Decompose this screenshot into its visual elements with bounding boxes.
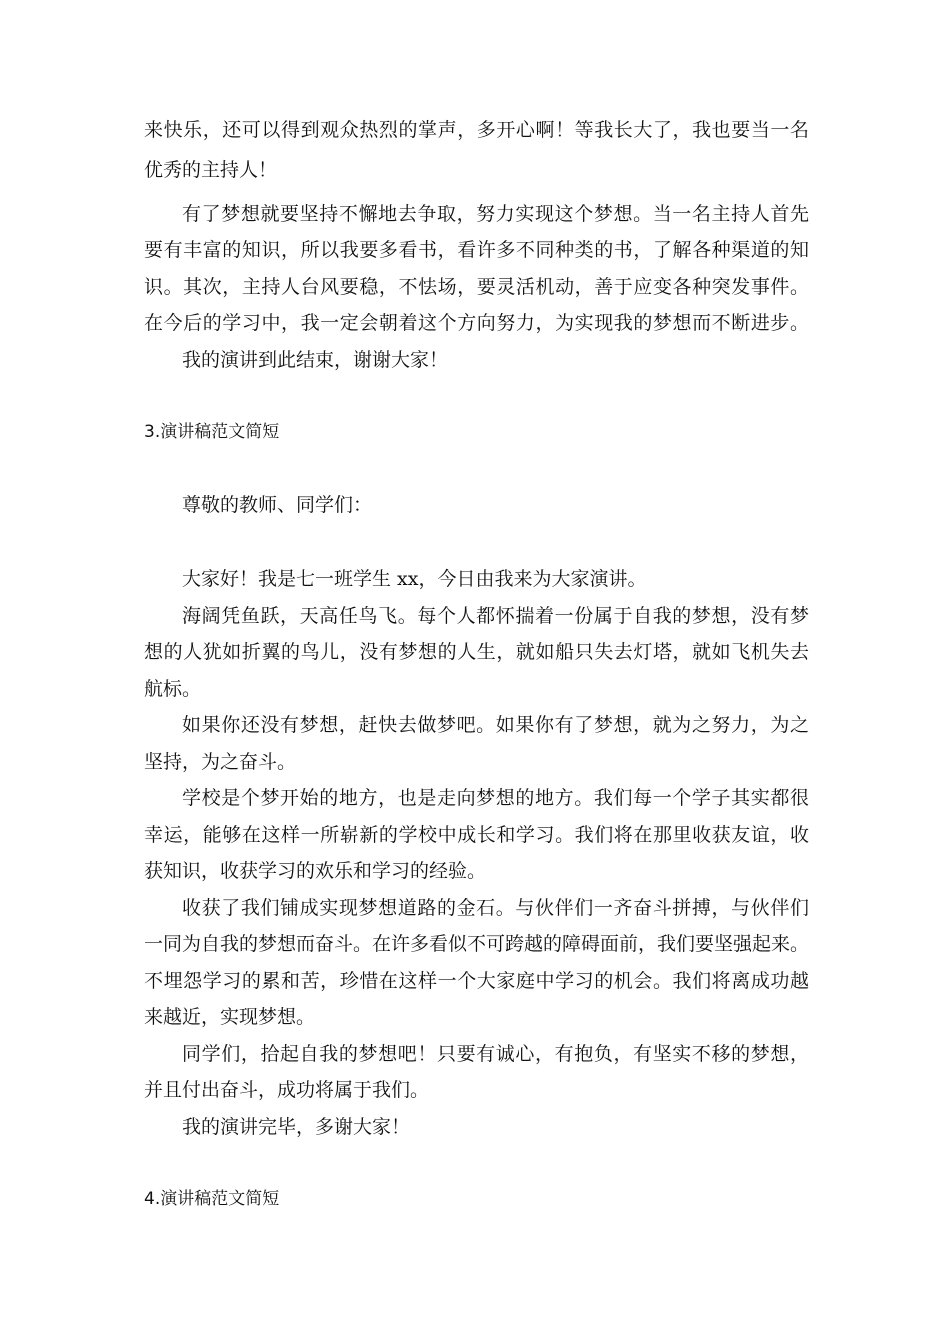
text-line: 学校是个梦开始的地方，也是走向梦想的地方。我们每一个学子其实都很 <box>182 787 809 809</box>
text-line: 坚持，为之奋斗。 <box>144 751 297 773</box>
text-line: 同学们，拾起自我的梦想吧！只要有诚心，有抱负，有坚实不移的梦想， <box>182 1043 809 1065</box>
text-line: 我的演讲到此结束，谢谢大家！ <box>182 349 449 371</box>
text-line: 来快乐，还可以得到观众热烈的掌声，多开心啊！等我长大了，我也要当一名 <box>144 119 809 141</box>
salutation: 尊敬的教师、同学们： <box>182 494 373 516</box>
section-heading: 3.演讲稿范文简短 <box>144 422 280 442</box>
text-line: 不埋怨学习的累和苦，珍惜在这样一个大家庭中学习的机会。我们将离成功越 <box>144 970 809 992</box>
text-line: 海阔凭鱼跃，天高任鸟飞。每个人都怀揣着一份属于自我的梦想，没有梦 <box>182 605 809 627</box>
text-line: 我的演讲完毕，多谢大家！ <box>182 1116 411 1138</box>
text-line: 收获了我们铺成实现梦想道路的金石。与伙伴们一齐奋斗拼搏，与伙伴们 <box>182 897 809 919</box>
text-line: 识。其次，主持人台风要稳，不怯场，要灵活机动，善于应变各种突发事件。 <box>144 276 809 298</box>
text-line: 如果你还没有梦想，赶快去做梦吧。如果你有了梦想，就为之努力，为之 <box>182 714 809 736</box>
text-line: 并且付出奋斗，成功将属于我们。 <box>144 1079 430 1101</box>
text-line: 优秀的主持人！ <box>144 159 278 181</box>
text-line: 来越近，实现梦想。 <box>144 1006 316 1028</box>
text-line: 大家好！我是七一班学生 xx，今日由我来为大家演讲。 <box>182 568 647 590</box>
text-line: 有了梦想就要坚持不懈地去争取，努力实现这个梦想。当一名主持人首先 <box>182 203 809 225</box>
text-line: 一同为自我的梦想而奋斗。在许多看似不可跨越的障碍面前，我们要坚强起来。 <box>144 933 810 955</box>
text-line: 在今后的学习中，我一定会朝着这个方向努力，为实现我的梦想而不断进步。 <box>144 312 809 334</box>
text-line: 要有丰富的知识，所以我要多看书，看许多不同种类的书，了解各种渠道的知 <box>144 239 809 261</box>
text-line: 获知识，收获学习的欢乐和学习的经验。 <box>144 860 487 882</box>
text-line: 幸运，能够在这样一所崭新的学校中成长和学习。我们将在那里收获友谊，收 <box>144 824 809 846</box>
section-heading: 4.演讲稿范文简短 <box>144 1189 280 1209</box>
text-line: 航标。 <box>144 678 202 700</box>
text-line: 想的人犹如折翼的鸟儿，没有梦想的人生，就如船只失去灯塔，就如飞机失去 <box>144 641 809 663</box>
